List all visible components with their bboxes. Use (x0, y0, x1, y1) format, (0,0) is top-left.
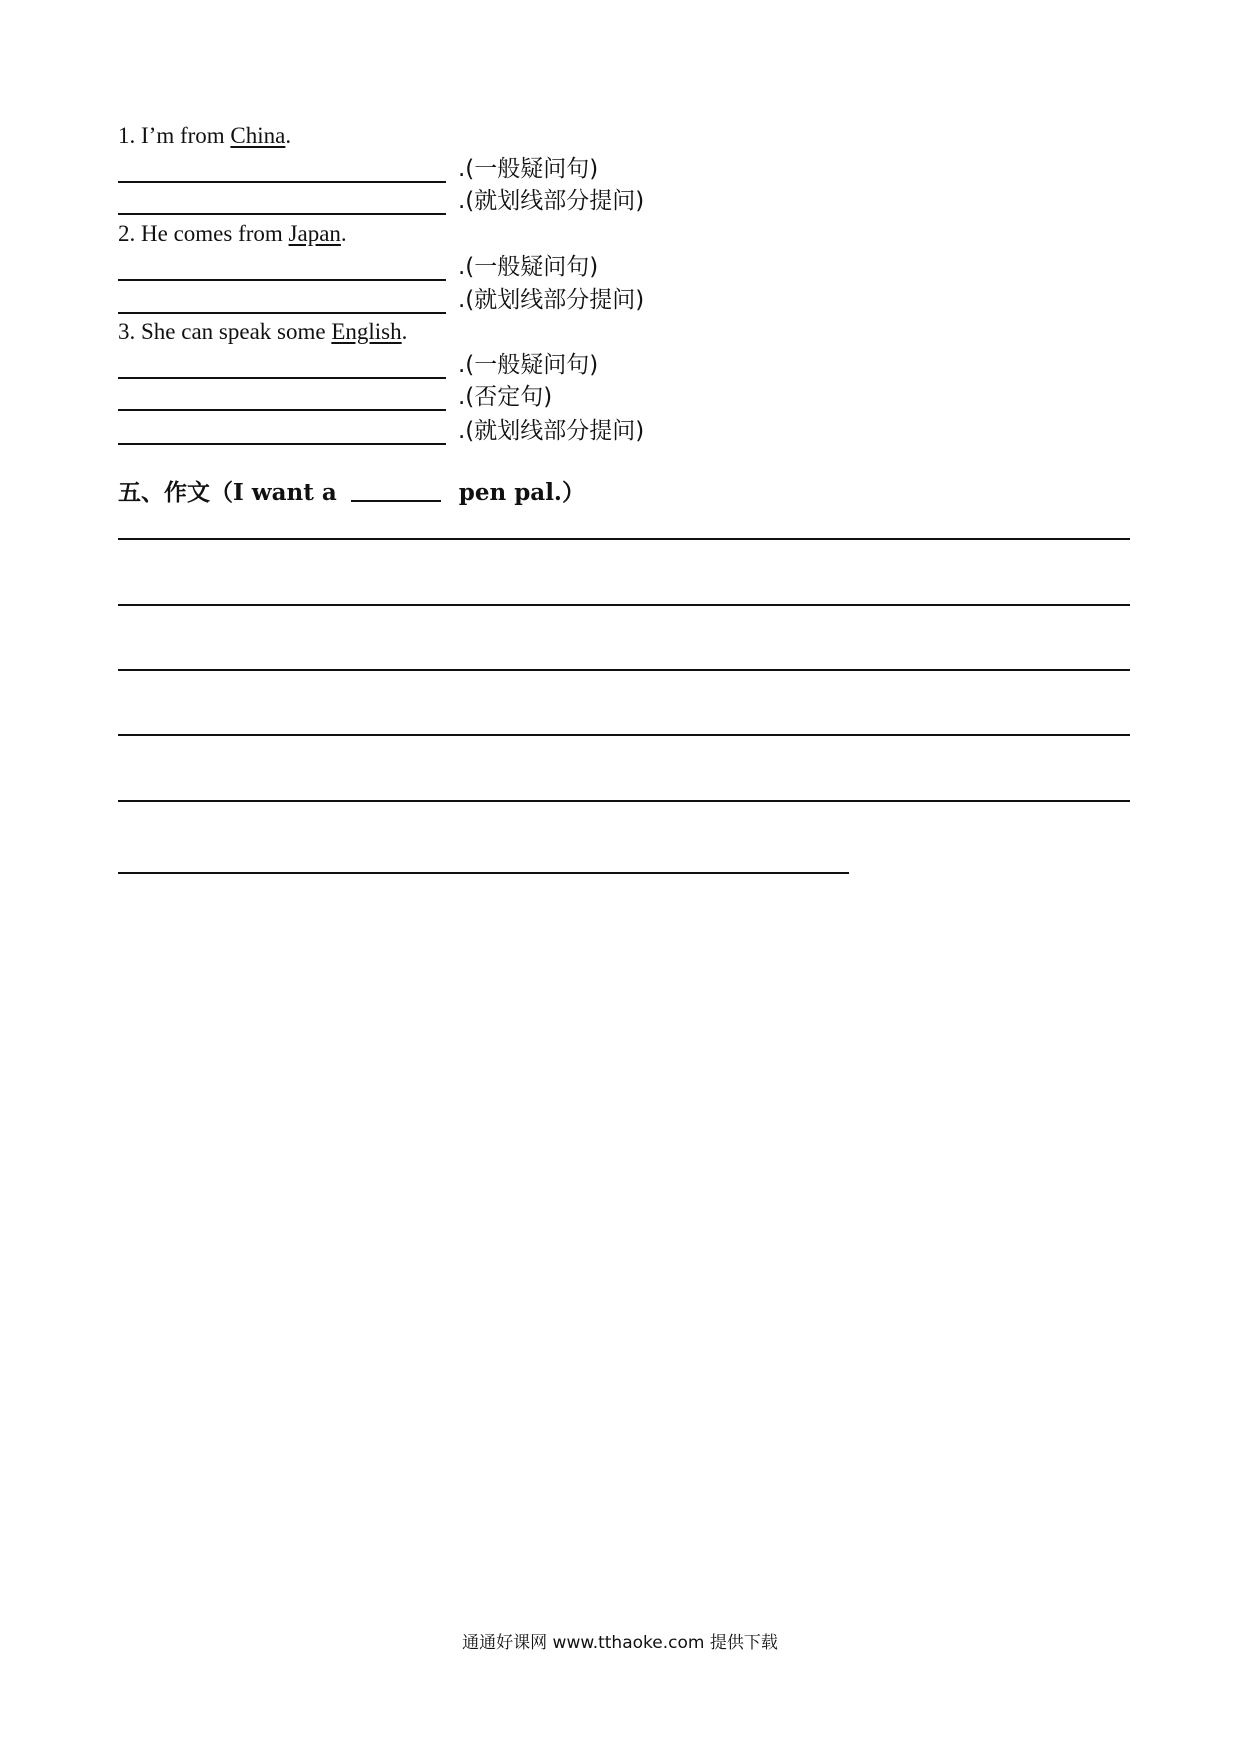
essay-line[interactable] (118, 734, 1130, 736)
answer-hint: .(就划线部分提问) (458, 287, 645, 313)
answer-row (118, 283, 718, 313)
essay-line[interactable] (118, 669, 1130, 671)
underlined-word: China (230, 123, 286, 148)
exercise-number: 3. (118, 319, 136, 344)
answer-row (118, 380, 718, 410)
exercise-number: 2. (118, 221, 136, 246)
answer-row (118, 184, 718, 214)
answer-hint: .(一般疑问句) (458, 352, 599, 378)
answer-hint: .(一般疑问句) (458, 254, 599, 280)
exercise-1-sentence (118, 122, 291, 150)
underlined-word: Japan (288, 221, 341, 246)
answer-hint: .(就划线部分提问) (458, 188, 645, 214)
answer-row (118, 152, 718, 182)
answer-hint: .(一般疑问句) (458, 156, 599, 182)
exercise-2-sentence (118, 220, 347, 248)
sentence-text: I’m from (141, 123, 225, 148)
answer-blank[interactable] (118, 279, 446, 281)
heading-prefix: 五、作文（I want a (118, 479, 337, 506)
page-footer: 通通好课网 www.tthaoke.com 提供下载 (462, 1633, 778, 1653)
answer-blank[interactable] (118, 443, 446, 445)
sentence-text: She can speak some (141, 319, 326, 344)
essay-line[interactable] (118, 872, 849, 874)
sentence-end: . (401, 319, 408, 344)
exercise-3-sentence (118, 318, 407, 346)
answer-hint: .(就划线部分提问) (458, 418, 645, 444)
composition-heading (118, 478, 585, 508)
answer-row (118, 250, 718, 280)
answer-blank[interactable] (118, 181, 446, 183)
answer-row (118, 348, 718, 378)
answer-blank[interactable] (118, 377, 446, 379)
heading-suffix: pen pal.） (458, 479, 585, 506)
essay-line[interactable] (118, 800, 1130, 802)
exercise-number: 1. (118, 123, 136, 148)
sentence-end: . (285, 123, 292, 148)
answer-row (118, 414, 718, 444)
answer-hint: .(否定句) (458, 384, 553, 410)
essay-line[interactable] (118, 604, 1130, 606)
sentence-text: He comes from (141, 221, 283, 246)
underlined-word: English (331, 319, 402, 344)
heading-blank[interactable] (351, 500, 441, 502)
answer-blank[interactable] (118, 213, 446, 215)
answer-blank[interactable] (118, 409, 446, 411)
answer-blank[interactable] (118, 312, 446, 314)
essay-line[interactable] (118, 538, 1130, 540)
sentence-end: . (340, 221, 347, 246)
